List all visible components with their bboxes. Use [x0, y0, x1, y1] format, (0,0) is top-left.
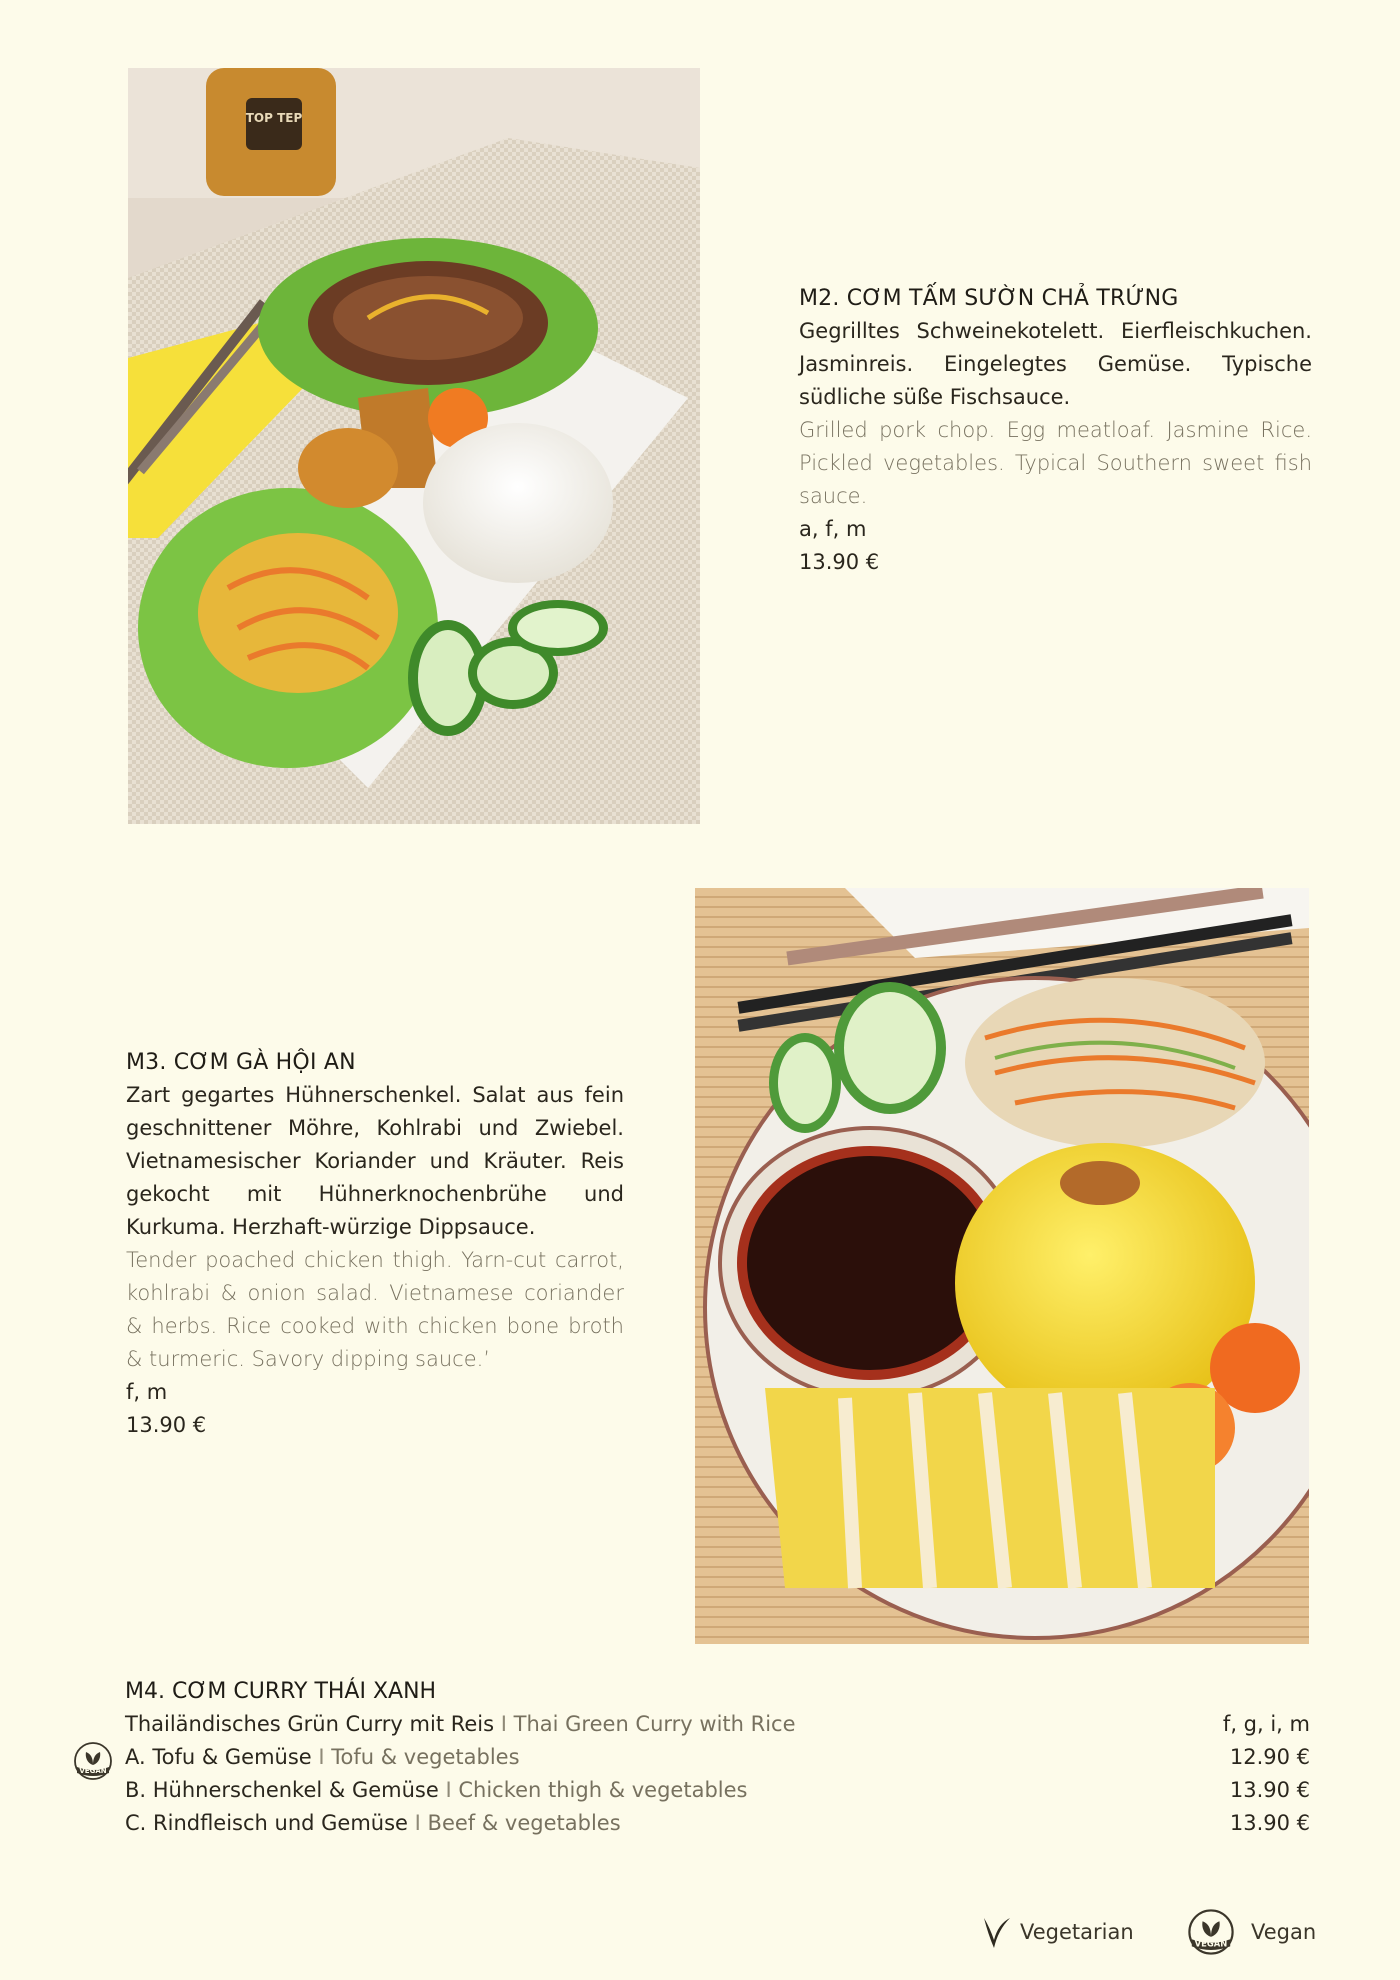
m3-dish-photo	[695, 888, 1309, 1644]
dish-title: M2. CƠM TẤM SƯỜN CHẢ TRỨNG	[799, 286, 1179, 311]
subtitle-english: Thai Green Curry with Rice	[513, 1712, 796, 1736]
leaf-icon	[978, 1912, 1014, 1952]
option-row	[79, 1741, 1310, 1775]
dish-subtitle-row	[125, 1708, 1310, 1741]
allergen-codes: f, m	[126, 1380, 168, 1404]
price: 13.90 €	[799, 550, 880, 574]
dish-m4	[79, 1675, 1310, 1840]
option-price: 13.90 €	[1229, 1778, 1310, 1802]
description-english: Grilled pork chop. Egg meatloaf. Jasmine Rice. Pickled vegetables. Typical Southern sweet fish sauce.	[799, 418, 1312, 508]
option-row	[125, 1774, 1310, 1807]
vegan-badge-text: VEGAN	[1194, 1938, 1228, 1949]
option-english: Tofu & vegetables	[331, 1745, 520, 1769]
dish-title: M3. CƠM GÀ HỘI AN	[126, 1050, 356, 1075]
subtitle-german: Thailändisches Grün Curry mit Reis	[125, 1712, 495, 1736]
dish-m3	[126, 1046, 624, 1442]
separator: I	[500, 1712, 514, 1736]
vegan-badge-text: VEGAN	[79, 1767, 107, 1775]
vegan-badge-icon	[1187, 1908, 1235, 1956]
option-price: 13.90 €	[1229, 1811, 1310, 1835]
description-german: Gegrilltes Schweinekotelett. Eierfleischkuchen. Jasminreis. Eingelegtes Gemüse. Typische südliche süße Fischsauce.	[799, 319, 1312, 409]
separator: I	[318, 1745, 332, 1769]
description-english: Tender poached chicken thigh. Yarn-cut carrot, kohlrabi & onion salad. Vietnamese coriander & herbs. Rice cooked with chicken bone broth & turmeric. Savory dipping sauce.’	[126, 1248, 624, 1371]
vegan-badge-icon	[73, 1741, 113, 1781]
allergen-codes: a, f, m	[799, 517, 867, 541]
diet-legend	[975, 1908, 1315, 1960]
option-german: A. Tofu & Gemüse	[125, 1745, 312, 1769]
option-label	[125, 1741, 520, 1774]
option-row	[125, 1807, 1310, 1840]
option-price: 12.90 €	[1229, 1745, 1310, 1769]
legend-label: Vegetarian	[1020, 1920, 1134, 1944]
legend-label: Vegan	[1251, 1920, 1317, 1944]
legend-vegan	[1187, 1908, 1316, 1956]
option-english: Chicken thigh & vegetables	[458, 1778, 748, 1802]
description-german: Zart gegartes Hühnerschenkel. Salat aus fein geschnittener Möhre, Kohlrabi und Zwiebel. Vietnamesischer Koriander und Kräuter. Reis gekocht mit Hühnerknochenbrühe und Kurkuma. Herzhaft-würzige Dippsauce.	[126, 1083, 624, 1239]
dish-title: M4. CƠM CURRY THÁI XANH	[125, 1679, 437, 1704]
allergen-codes: f, g, i, m	[1222, 1712, 1310, 1736]
m2-dish-photo	[128, 68, 700, 824]
option-german: C. Rindfleisch und Gemüse	[125, 1811, 408, 1835]
option-english: Beef & vegetables	[427, 1811, 621, 1835]
option-label	[125, 1807, 621, 1840]
separator: I	[445, 1778, 459, 1802]
option-german: B. Hühnerschenkel & Gemüse	[125, 1778, 439, 1802]
legend-vegetarian	[978, 1912, 1134, 1952]
dish-m2	[799, 282, 1312, 579]
price: 13.90 €	[126, 1413, 207, 1437]
dish-subtitle	[125, 1708, 796, 1741]
option-label	[125, 1774, 747, 1807]
separator: I	[414, 1811, 428, 1835]
bottle-label-top: TOP TEP	[245, 111, 303, 125]
